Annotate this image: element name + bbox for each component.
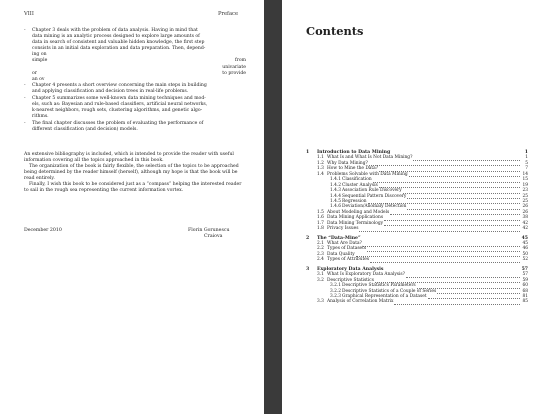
toc-entry-title: What Is Exploratory Data Analysis? bbox=[327, 272, 405, 278]
signature-place: Craiova bbox=[204, 234, 223, 239]
preface-paragraph: The organization of the book is fairly flexible, the selection of the topics to be approached being determined by the reader himself (herself), although my hope is that the book will be read entirely. bbox=[24, 164, 239, 181]
list-item-fragment-row bbox=[32, 77, 246, 83]
toc-entry-number: 2.4 bbox=[317, 257, 324, 263]
toc-entry-page: 81 bbox=[522, 293, 528, 299]
toc-entry-number: 3.2.3 bbox=[330, 293, 342, 299]
list-item-fragment: or bbox=[32, 70, 37, 76]
list-item-fragment: an ov bbox=[32, 76, 45, 82]
toc-entry-number: 1.4.6 bbox=[330, 204, 342, 210]
toc-entry-title: Descriptive Statistics of a Couple of Series bbox=[342, 288, 437, 294]
toc-entry-number: 1.4 bbox=[317, 171, 324, 177]
list-item-line: data mining is an analytic process designed to explore large amounts of bbox=[32, 34, 200, 40]
toc-dot-leaders bbox=[359, 227, 520, 232]
list-item bbox=[24, 121, 246, 133]
toc-entry-title: Data Quality bbox=[327, 251, 355, 257]
toc-chapter-number: 1 bbox=[306, 150, 310, 155]
toc-entry-number: 3.1 bbox=[317, 272, 324, 278]
toc-entry-page: 5 bbox=[525, 160, 528, 166]
toc-entry-title: Types of Datasets bbox=[327, 246, 367, 252]
toc-entry-number: 1.5 bbox=[317, 209, 324, 215]
toc-dot-leaders bbox=[370, 258, 520, 263]
toc-entry-page: 59 bbox=[522, 277, 528, 283]
toc-entry-title: Sequential Pattern Discovery bbox=[342, 193, 407, 199]
toc-entry-title: What Are Data? bbox=[327, 241, 362, 246]
toc-entry-title: Cluster Analysis bbox=[342, 182, 378, 188]
table-of-contents bbox=[306, 150, 528, 305]
toc-entry-number: 3.2 bbox=[317, 277, 324, 283]
toc-entry-number: 1.6 bbox=[317, 215, 324, 221]
toc-entry-page: 25 bbox=[522, 193, 528, 199]
toc-entry-title: Graphical Representation of a Dataset bbox=[342, 293, 427, 299]
running-header-page-number: VIII bbox=[24, 11, 34, 17]
toc-entry-page: 45 bbox=[522, 241, 528, 246]
signature-date: December 2010 bbox=[24, 228, 62, 233]
toc-entry-title: Data Mining Terminology bbox=[327, 220, 384, 226]
toc-entry-title: Association Rule Discovery bbox=[342, 188, 402, 194]
toc-entry-number: 1.4.2 bbox=[330, 182, 342, 188]
toc-entry-number: 1.8 bbox=[317, 226, 324, 232]
toc-entry-title: Why Data Mining? bbox=[327, 160, 368, 166]
toc-section[interactable] bbox=[306, 257, 528, 262]
toc-entry-page: 38 bbox=[522, 215, 528, 221]
list-item-line: Chapter 4 presents a short overview concerning the main steps in building bbox=[32, 83, 207, 89]
toc-entry-title: Problems Solvable with Data Mining bbox=[327, 171, 408, 177]
toc-entry-title: What Is and What Is Not Data Mining? bbox=[327, 155, 413, 161]
toc-entry-number: 1.1 bbox=[317, 155, 324, 161]
toc-entry-page: 26 bbox=[522, 204, 528, 210]
toc-entry-title: Descriptive Statistics bbox=[327, 277, 374, 283]
right-page bbox=[282, 0, 546, 414]
list-dash: - bbox=[24, 28, 26, 33]
toc-entry-page: 1 bbox=[525, 155, 528, 161]
list-item-line: k-nearest neighbors, rough sets, clustering algorithms, and genetic algo- bbox=[32, 108, 203, 114]
toc-entry-title: Regression bbox=[342, 198, 367, 204]
list-item-line: Chapter 3 deals with the problem of data analysis. Having in mind that bbox=[32, 28, 198, 33]
toc-entry-page: 46 bbox=[522, 246, 528, 252]
toc-entry-number: 1.2 bbox=[317, 160, 324, 166]
contents-title: Contents bbox=[306, 24, 364, 38]
toc-entry-number: 2.3 bbox=[317, 251, 324, 257]
toc-entry-number: 1.4.1 bbox=[330, 177, 342, 183]
preface-chapter-list bbox=[24, 28, 246, 134]
toc-entry-page: 19 bbox=[522, 182, 528, 188]
toc-entry-page: 57 bbox=[522, 272, 528, 278]
toc-entry-title: Types of Attributes bbox=[327, 257, 370, 263]
list-item-line: and applying classification and decision trees in real-life problems. bbox=[32, 89, 189, 95]
list-dash: - bbox=[24, 120, 26, 126]
signature-author: Florin Gorunescu bbox=[188, 228, 230, 233]
toc-entry-number: 2.1 bbox=[317, 241, 324, 246]
list-item-line: The final chapter discusses the problem of evaluating the performance of bbox=[32, 120, 204, 126]
list-item-fragment: from bbox=[234, 58, 246, 64]
toc-entry-page: 85 bbox=[522, 299, 528, 305]
toc-entry-number: 1.4.4 bbox=[330, 193, 342, 199]
toc-dot-leaders bbox=[394, 300, 520, 305]
toc-entry-page: 42 bbox=[522, 220, 528, 226]
toc-chapter-page: 45 bbox=[521, 235, 528, 241]
toc-entry-title: About Modeling and Models bbox=[327, 209, 390, 215]
toc-entry-number: 1.4.3 bbox=[330, 188, 342, 194]
list-item-line: Chapter 5 summarizes some well-known data mining techniques and mod- bbox=[32, 96, 206, 102]
toc-chapter-page: 57 bbox=[521, 266, 528, 272]
list-item bbox=[24, 83, 246, 95]
toc-entry-page: 25 bbox=[522, 198, 528, 204]
toc-entry-title: Analysis of Correlation Matrix bbox=[327, 299, 394, 305]
toc-entry-number: 3.3 bbox=[317, 299, 324, 305]
preface-paragraph: An extensive bibliography is included, which is intended to provide the reader with useful information covering all the topics approached in this book. bbox=[24, 152, 234, 163]
toc-section[interactable] bbox=[306, 226, 528, 231]
toc-entry-page: 42 bbox=[522, 226, 528, 232]
toc-entry-page: 50 bbox=[522, 251, 528, 257]
list-item-fragment: univariate bbox=[222, 64, 246, 70]
toc-entry-title: Descriptive Statistics Parameters bbox=[342, 283, 416, 289]
list-item-line: ing on bbox=[32, 52, 47, 58]
toc-entry-page: 52 bbox=[522, 257, 528, 263]
toc-entry-page: 60 bbox=[522, 283, 528, 289]
toc-entry-page: 68 bbox=[522, 288, 528, 294]
toc-entry-title: Privacy Issues bbox=[327, 226, 359, 232]
preface-paragraphs bbox=[24, 152, 246, 194]
running-header-section: Preface bbox=[218, 11, 239, 17]
toc-entry-title: Classification bbox=[342, 177, 372, 183]
toc-entry-number: 2.2 bbox=[317, 246, 324, 252]
list-dash: - bbox=[24, 83, 26, 89]
list-dash: - bbox=[24, 96, 26, 102]
list-item-fragment: simple bbox=[32, 58, 48, 64]
list-item bbox=[24, 28, 246, 83]
toc-entry-page: 15 bbox=[522, 177, 528, 183]
preface-paragraph: Finally, I wish this book to be considered just as a “compass” helping the interested reader to sail in the rough sea representing the current information vortex. bbox=[24, 182, 242, 193]
toc-entry-number: 3.2.2 bbox=[330, 288, 342, 294]
list-item-line: consists in an initial data exploration and data preparation. Then, depend- bbox=[32, 46, 206, 52]
toc-entry-page: 7 bbox=[525, 166, 528, 172]
toc-entry-number: 1.7 bbox=[317, 220, 324, 226]
toc-entry-title: How to Mine the Data? bbox=[327, 166, 379, 172]
toc-entry-page: 14 bbox=[522, 171, 528, 177]
toc-chapter-title: The “Data-Mine” bbox=[317, 235, 361, 241]
toc-section[interactable] bbox=[306, 299, 528, 304]
toc-chapter-number: 3 bbox=[306, 266, 310, 272]
toc-entry-number: 1.4.5 bbox=[330, 198, 342, 204]
toc-chapter-page: 1 bbox=[524, 150, 528, 155]
list-item-line: els, such as: Bayesian and rule-based classifiers, artificial neural networks, bbox=[32, 102, 208, 108]
toc-chapter-title: Exploratory Data Analysis bbox=[317, 266, 384, 272]
list-item bbox=[24, 96, 246, 120]
toc-chapter-number: 2 bbox=[306, 235, 310, 241]
list-item-fragment: to provide bbox=[222, 70, 246, 76]
toc-entry-page: 23 bbox=[522, 188, 528, 194]
list-item-line: different classification (and decision) models. bbox=[32, 127, 138, 132]
toc-chapter-title: Introduction to Data Mining bbox=[317, 150, 391, 155]
list-item-line: rithms. bbox=[32, 114, 49, 120]
toc-entry-page: 26 bbox=[522, 209, 528, 215]
list-item-line: data in search of consistent and valuable hidden knowledge, the first step bbox=[32, 40, 205, 46]
left-page bbox=[0, 0, 264, 414]
toc-entry-number: 3.2.1 bbox=[330, 283, 342, 289]
toc-entry-number: 1.3 bbox=[317, 166, 324, 172]
toc-entry-title: Data Mining Applications bbox=[327, 215, 384, 221]
toc-entry-title: Deviation/Anomaly Detection bbox=[342, 204, 407, 210]
